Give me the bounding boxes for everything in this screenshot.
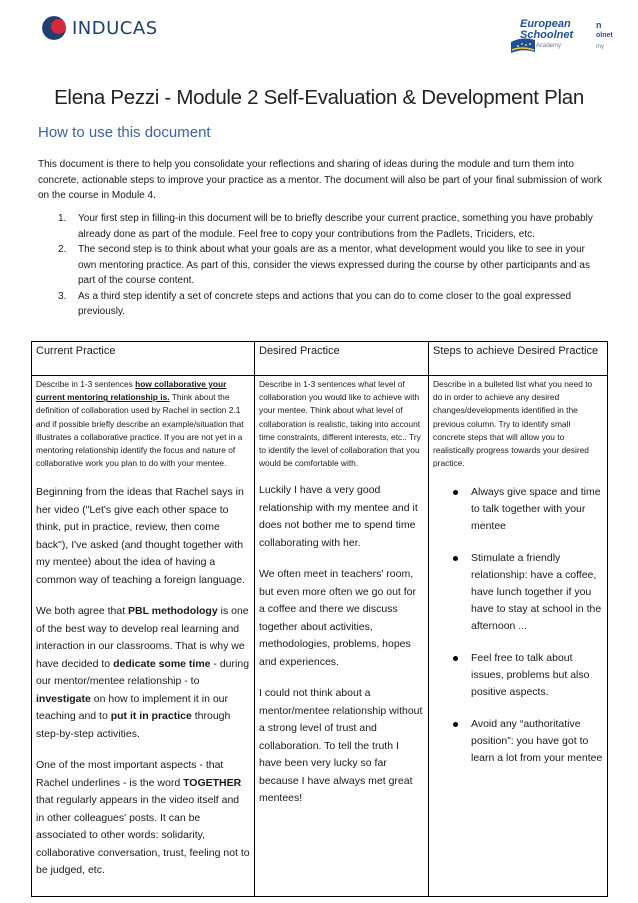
current-practice-text: Beginning from the ideas that Rachel says in her video ("Let's give each other space to think, put in practice, review, then come back"), I've asked (and thought together with my mentee) about the idea of having a common way of teaching a foreign language. We both agree that PBL methodology is one of the best way to develop real learning and interaction in our classrooms. That is why we have decided to dedicate some time - during our mentor/mentee relationship - to investigate on how to implement it in our teaching and to put it in practice through step-by-step activities. One of the most important aspects - that Rachel underlines - is the word TOGETHER that regularly appears in the video itself and in other colleagues' posts. It can be associated to other words: solidarity, collaborative conversation, trust, feeling not to be judged, etc. bbox=[36, 486, 250, 877]
bullet-icon bbox=[453, 656, 458, 661]
table-row bbox=[32, 376, 608, 897]
steps-hint: Describe in a bulleted list what you need to do in order to achieve any desired changes/developments identified in the previous column. Try to identify small concrete steps that will allow you to realistically progress towards your desired practice. bbox=[433, 379, 593, 469]
list-item: Feel free to talk about issues, problems but also positive aspects. bbox=[433, 650, 603, 701]
instruction-steps bbox=[38, 211, 604, 320]
logo-partial-1: n bbox=[596, 20, 602, 30]
steps-bullet-list bbox=[433, 484, 603, 767]
inducas-logo-mark-icon bbox=[42, 16, 66, 40]
steps-cell bbox=[429, 376, 608, 897]
logo-line-academy: Academy bbox=[536, 43, 562, 49]
list-item: Avoid any “authoritative position”: you have got to learn a lot from your mentee bbox=[433, 716, 603, 767]
section-heading: How to use this document bbox=[38, 124, 211, 141]
desired-practice-hint: Describe in 1-3 sentences what level of collaboration you would like to achieve with your mentee. Think about what level of collaboration is realistic, taking into account time constraints, different interests, etc.. Try to identify the level of collaboration that you would be comfortable with. bbox=[259, 379, 421, 469]
instruction-step: 1. Your first step in filling-in this document will be to briefly describe your current practice, something you have probably already done as part of the module. Feel free to copy your contributions from the Padlets, Triciders, etc. bbox=[58, 213, 593, 240]
header-current-practice: Current Practice bbox=[32, 342, 255, 376]
header-logos bbox=[0, 0, 638, 66]
european-schoolnet-logo bbox=[506, 14, 613, 58]
page-title: Elena Pezzi - Module 2 Self-Evaluation & Development Plan bbox=[54, 86, 584, 109]
list-item: Always give space and time to talk together with your mentee bbox=[433, 484, 603, 535]
bullet-icon bbox=[453, 490, 458, 495]
current-practice-cell bbox=[32, 376, 255, 897]
logo-line-european: European bbox=[520, 18, 571, 30]
desired-practice-cell bbox=[255, 376, 429, 897]
list-item: Stimulate a friendly relationship: have a coffee, have lunch together if you have to stay at school in the afternoon ... bbox=[433, 550, 603, 635]
desired-practice-text: Luckily I have a very good relationship with my mentee and it does not bother me to spend time collaborating with her. We often meet in teachers' room, but even more often we go out for a coffee and there we discuss together about activities, methodologies, problems, hopes and experiences. I could not think about a mentor/mentee relationship without a strong level of trust and collaboration. To tell the truth I have been very lucky so far because I have always met great mentees! bbox=[259, 484, 423, 805]
current-practice-hint: Describe in 1-3 sentences how collaborative your current mentoring relationship is. Think about the definition of collaboration used by Rachel in section 2.1 and if possible briefly describe an example/situation that illustrates a collaborative practice. If you are not yet in a mentoring relationship identify the focus and nature of collaborative work you plan to do with your mentee. bbox=[36, 379, 244, 469]
header-steps: Steps to achieve Desired Practice bbox=[429, 342, 608, 376]
bullet-icon bbox=[453, 722, 458, 727]
header-desired-practice: Desired Practice bbox=[255, 342, 429, 376]
logo-partial-3: my bbox=[596, 44, 604, 50]
instruction-step: 2. The second step is to think about what your goals are as a mentor, what development would you like to see in your own mentoring practice. As part of this, consider the views expressed during the course by other participants and as part of the course content. bbox=[58, 244, 590, 286]
logo-line-schoolnet: Schoolnet bbox=[520, 29, 574, 41]
intro-paragraph: This document is there to help you consolidate your reflections and sharing of ideas during the module and turn them into concrete, actionable steps to improve your practice as a mentor. The document will also be part of your final submission of work on the course in Module 4. bbox=[38, 159, 602, 201]
inducas-logo-text: INDUCAS bbox=[72, 17, 158, 39]
development-plan-table bbox=[31, 341, 608, 897]
instruction-step: 3. As a third step identify a set of concrete steps and actions that you can do to come closer to the goal expressed previously. bbox=[58, 290, 572, 317]
inducas-logo bbox=[42, 16, 158, 40]
bullet-icon bbox=[453, 556, 458, 561]
table-header-row bbox=[32, 342, 608, 376]
logo-partial-2: olnet bbox=[596, 32, 613, 39]
